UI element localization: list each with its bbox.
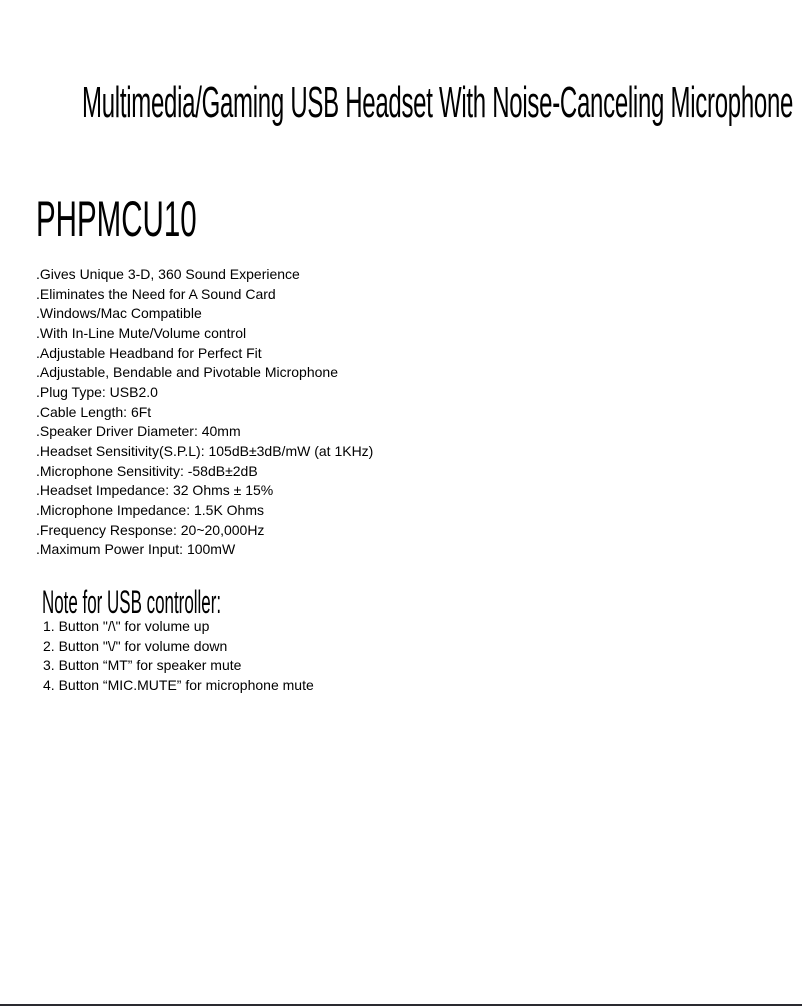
note-item: 4. Button “MIC.MUTE” for microphone mute [43, 676, 314, 693]
note-item: 3. Button “MT” for speaker mute [43, 657, 242, 674]
feature-item: .With In-Line Mute/Volume control [36, 324, 247, 341]
note-item: 2. Button "\/" for volume down [43, 637, 228, 654]
feature-item: .Frequency Response: 20~20,000Hz [36, 521, 265, 538]
note-heading: Note for USB controller: [42, 584, 222, 620]
feature-list [36, 265, 373, 560]
feature-item: .Microphone Impedance: 1.5K Ohms [36, 501, 265, 518]
feature-item: .Cable Length: 6Ft [36, 403, 152, 420]
feature-item: .Maximum Power Input: 100mW [36, 541, 236, 558]
feature-item: .Gives Unique 3-D, 360 Sound Experience [36, 266, 300, 282]
feature-item: .Microphone Sensitivity: -58dB±2dB [36, 462, 258, 479]
note-item: 1. Button "/\" for volume up [43, 618, 210, 634]
feature-item: .Plug Type: USB2.0 [36, 383, 158, 400]
feature-item: .Adjustable, Bendable and Pivotable Microphone [36, 364, 338, 381]
feature-item: .Windows/Mac Compatible [36, 305, 202, 322]
note-list [43, 617, 314, 696]
feature-item: .Headset Sensitivity(S.P.L): 105dB±3dB/mW (at 1KHz) [36, 442, 374, 459]
document-title: Multimedia/Gaming USB Headset With Noise-Canceling Microphone [82, 78, 794, 127]
feature-item: .Speaker Driver Diameter: 40mm [36, 423, 241, 440]
feature-item: .Adjustable Headband for Perfect Fit [36, 344, 262, 361]
feature-item: .Eliminates the Need for A Sound Card [36, 285, 276, 302]
feature-item: .Headset Impedance: 32 Ohms ± 15% [36, 482, 274, 499]
model-number: PHPMCU10 [36, 191, 197, 247]
